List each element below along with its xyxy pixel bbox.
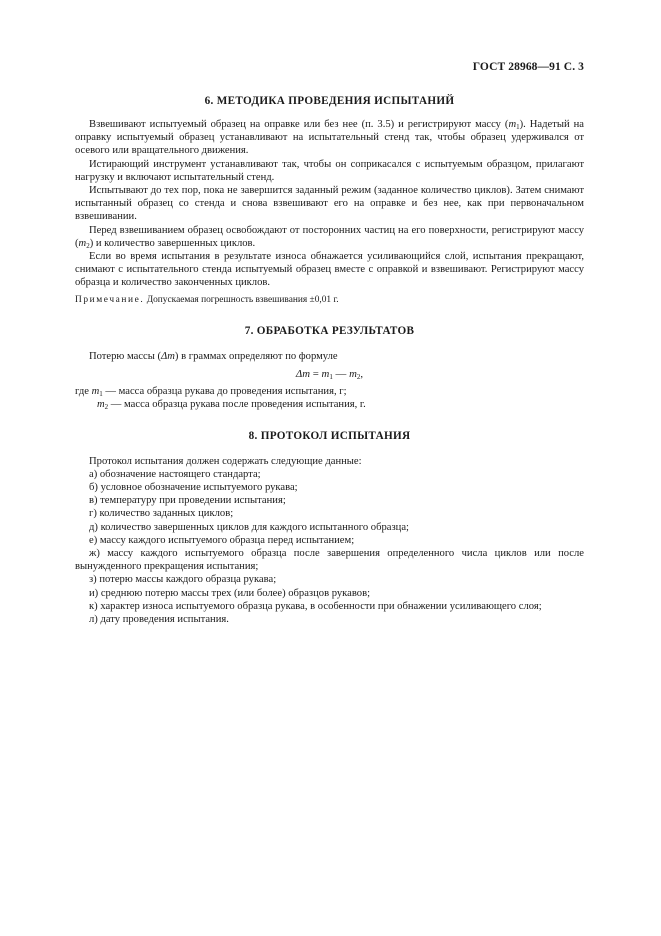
list-item: з) потерю массы каждого образца рукава;: [89, 574, 277, 586]
section-6-paragraph-1: Взвешивают испытуемый образец на оправке или без нее (п. 3.5) и регистрируют массу $(m_1)$. Надетый на оправку испытуемый образец устанавливают на испытательный стенд так, чтобы образец удерживался от осевого или вращательного движения.: [75, 119, 584, 157]
list-item: и) среднюю потерю массы трех (или более) образцов рукавов;: [89, 587, 371, 599]
note-label: Примечание.: [75, 294, 145, 305]
section-6-paragraph-5: Если во время испытания в результате износа обнажается усиливающийся слой, испытания прекращают, снимают с испытательного стенда испытуемый образец вместе с оправкой и взвешивают. Регистрируют массу образца и количество законченных циклов.: [75, 251, 584, 289]
section-8-title: 8. ПРОТОКОЛ ИСПЫТАНИЯ: [248, 429, 411, 442]
list-item: ж) массу каждого испытуемого образца после завершения определенного числа циклов или после вынужденного прекращения испытания;: [75, 548, 584, 573]
list-item: к) характер износа испытуемого образца рукава, в особенности при обнажении усиливающего слоя;: [89, 600, 542, 612]
section-6-note: [75, 294, 584, 307]
section-7-intro: Потерю массы (Δm) в граммах определяют по формуле: [89, 350, 338, 362]
list-item: д) количество завершенных циклов для каждого испытанного образца;: [89, 521, 409, 533]
running-header: ГОСТ 28968—91 С. 3: [472, 61, 584, 73]
list-item: в) температуру при проведении испытания;: [89, 495, 286, 507]
formula-legend-m2: $m_2$ — масса образца рукава после проведения испытания, г.: [97, 399, 366, 412]
note-text: Допускаемая погрешность взвешивания ±0,01 г.: [144, 294, 339, 305]
section-6-paragraph-2: Истирающий инструмент устанавливают так, чтобы он соприкасался с испытуемым образцом, прилагают нагрузку и включают испытательный стенд.: [75, 158, 584, 183]
section-8-intro: Протокол испытания должен содержать следующие данные:: [89, 455, 362, 467]
section-7-title: 7. ОБРАБОТКА РЕЗУЛЬТАТОВ: [244, 324, 415, 337]
page-content: [75, 94, 584, 626]
mass-loss-formula: $\Delta m = m_1$ — $m_2$,: [295, 368, 364, 382]
list-item: е) массу каждого испытуемого образца перед испытанием;: [89, 534, 355, 546]
formula-legend-m1: где $m_1$ — масса образца рукава до проведения испытания, г;: [75, 386, 347, 399]
list-item: г) количество заданных циклов;: [89, 508, 234, 520]
list-item: б) условное обозначение испытуемого рукава;: [89, 482, 298, 494]
list-item: л) дату проведения испытания.: [89, 614, 229, 626]
protocol-items-list: [75, 468, 584, 626]
section-6-paragraph-4: Перед взвешиванием образец освобождают от посторонних частиц на его поверхности, регистрируют массу $(m_2)$ и количество завершенных циклов.: [75, 224, 584, 250]
list-item: а) обозначение настоящего стандарта;: [89, 468, 261, 480]
section-6-paragraph-3: Испытывают до тех пор, пока не завершится заданный режим (заданное количество циклов). Затем снимают испытанный образец со стенда и снова взвешивают его на оправке и без нее, как при первоначальном взвешивании.: [75, 185, 584, 223]
section-6-title: 6. МЕТОДИКА ПРОВЕДЕНИЯ ИСПЫТАНИЙ: [204, 95, 455, 107]
